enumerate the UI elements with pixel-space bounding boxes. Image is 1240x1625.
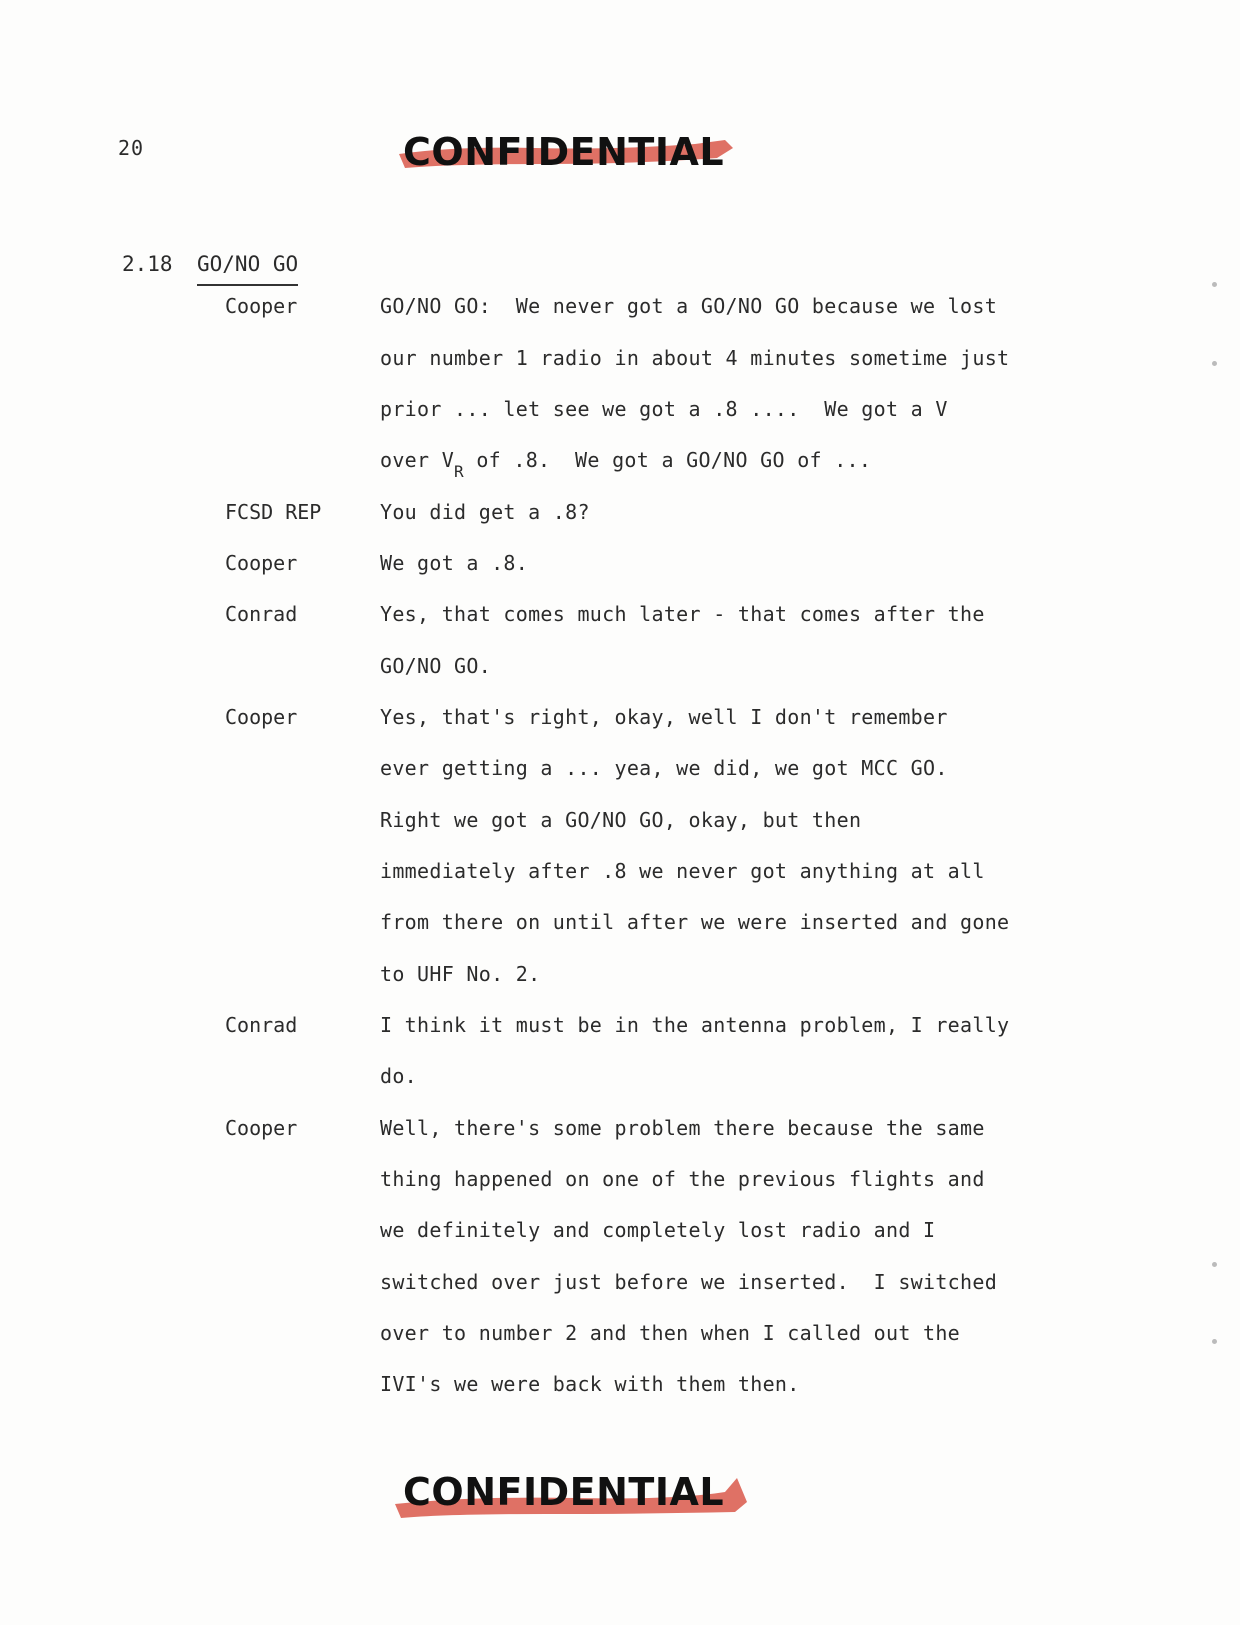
speaker-label: Conrad [225, 602, 298, 626]
dialogue-line-part: over V [380, 448, 455, 472]
dialogue-line: over to number 2 and then when I called out the [380, 1321, 961, 1345]
dialogue-line: to UHF No. 2. [380, 962, 541, 986]
dialogue-line: GO/NO GO. [380, 654, 492, 678]
dialogue-line: You did get a .8? [380, 500, 590, 524]
subscript: R [454, 462, 464, 481]
dialogue-line: Right we got a GO/NO GO, okay, but then [380, 808, 862, 832]
dialogue-line-part: of .8. We got a GO/NO GO of ... [463, 448, 872, 472]
dialogue-line: our number 1 radio in about 4 minutes sometime just [380, 346, 1010, 370]
dialogue-line: Yes, that's right, okay, well I don't remember [380, 705, 948, 729]
dialogue-line: I think it must be in the antenna problem, I really [380, 1013, 1010, 1037]
dialogue-line: GO/NO GO: We never got a GO/NO GO because we lost [380, 294, 998, 318]
speck-mark [1212, 282, 1217, 287]
dialogue-line: IVI's we were back with them then. [380, 1372, 800, 1396]
speck-mark [1212, 1339, 1217, 1344]
speaker-label: Conrad [225, 1013, 298, 1037]
page-number: 20 [118, 136, 145, 160]
dialogue-line [380, 448, 872, 481]
stamp-text-bottom: CONFIDENTIAL [403, 1470, 725, 1514]
speaker-label: Cooper [225, 1116, 298, 1140]
speck-mark [1212, 1262, 1217, 1267]
speck-mark [1212, 361, 1217, 366]
section-heading [122, 252, 298, 286]
confidential-stamp-bottom [395, 1458, 755, 1528]
speaker-label: Cooper [225, 551, 298, 575]
dialogue-line: thing happened on one of the previous flights and [380, 1167, 985, 1191]
speaker-label: Cooper [225, 294, 298, 318]
confidential-stamp-top [395, 118, 755, 188]
dialogue-line: immediately after .8 we never got anything at all [380, 859, 985, 883]
stamp-text-top: CONFIDENTIAL [403, 130, 725, 174]
speaker-label: Cooper [225, 705, 298, 729]
dialogue-line: Yes, that comes much later - that comes after the [380, 602, 985, 626]
dialogue-line: switched over just before we inserted. I switched [380, 1270, 998, 1294]
dialogue-line: do. [380, 1064, 418, 1088]
dialogue-line: We got a .8. [380, 551, 529, 575]
dialogue-line: Well, there's some problem there because the same [380, 1116, 985, 1140]
dialogue-line: prior ... let see we got a .8 .... We got a V [380, 397, 948, 421]
dialogue-line: from there on until after we were inserted and gone [380, 910, 1010, 934]
section-title: GO/NO GO [197, 252, 298, 286]
dialogue-line: ever getting a ... yea, we did, we got MCC GO. [380, 756, 948, 780]
dialogue-line: we definitely and completely lost radio and I [380, 1218, 936, 1242]
section-number: 2.18 [122, 252, 173, 276]
speaker-label: FCSD REP [225, 500, 322, 524]
